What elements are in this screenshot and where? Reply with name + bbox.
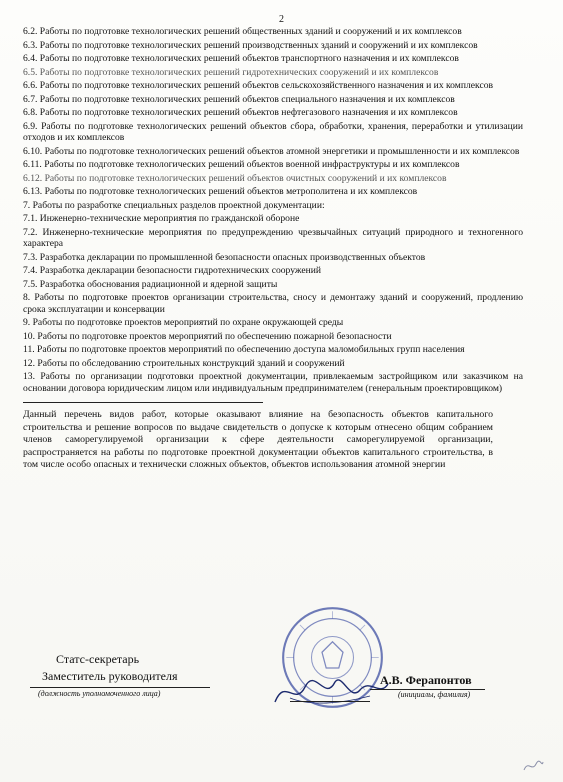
list-item: 6.13. Работы по подготовке технологических решений объектов метрополитена и их комплексов [23,186,418,197]
list-item: 10. Работы по подготовке проектов мероприятий по обеспечению пожарной безопасности [23,330,392,342]
position-line-1: Статс-секретарь [56,652,140,666]
list-item: 7.3. Разработка декларации по промышленной безопасности опасных производственных объектов [23,251,426,263]
signature-block [20,652,540,732]
list-item: 6.6. Работы по подготовке технологических решений объектов сельскохозяйственного назначения и их комплексов [23,80,494,91]
list-item: 12. Работы по обследованию строительных конструкций зданий и сооружений [23,357,345,369]
list-item: 7.2. Инженерно-технические мероприятия по предупреждению чрезвычайных ситуаций природного и техногенного характера [23,226,523,249]
list-item: 7.5. Разработка обоснования радиационной и ядерной защиты [23,278,278,290]
page-number: 2 [279,14,284,25]
list-item: 6.9. Работы по подготовке технологических решений объектов сбора, обработки, хранения, переработки и утилизации отходов и их комплексов [23,120,523,143]
corner-mark-icon [521,758,545,774]
list-item: 7.1. Инженерно-технические мероприятия по гражданской обороне [23,213,300,224]
list-item: 6.11. Работы по подготовке технологических решений объектов военной инфраструктуры и их комплексов [23,159,460,170]
document-body [23,26,523,472]
name-caption: (инициалы, фамилия) [398,690,471,699]
list-item: 6.10. Работы по подготовке технологических решений объектов атомной энергетики и промышленности и их комплексов [23,145,520,157]
list-item: 6.12. Работы по подготовке технологических решений объектов очистных сооружений и их комплексов [23,172,447,184]
list-item: 6.8. Работы по подготовке технологических решений объектов нефтегазового назначения и их комплексов [23,107,458,118]
list-item: 11. Работы по подготовке проектов мероприятий по обеспечению доступа маломобильных групп населения [23,344,465,355]
list-item: 6.4. Работы по подготовке технологических решений объектов транспортного назначения и их комплексов [23,53,459,64]
list-item: 6.3. Работы по подготовке технологических решений производственных зданий и сооружений и их комплексов [23,39,478,51]
signature-underline [290,701,370,702]
list-item: 9. Работы по подготовке проектов мероприятий по охране окружающей среды [23,317,344,328]
position-line-2: Заместитель руководителя [42,669,178,683]
note-paragraph: Данный перечень видов работ, которые оказывают влияние на безопасность объектов капитального строительства и решение вопросов по выдаче свидетельств о допуске к которым отнесено общим собранием членов саморегулируемой организации к сфере деятельности саморегулируемой организации, распространяется на работы по подготовке проектной документации объектов капитального строительства, в том числе особо опасных и технически сложных объектов, объектов использования атомной энергии [23,409,493,470]
work-types-list [23,26,523,394]
position-caption: (должность уполномоченного лица) [38,689,161,698]
signatory-name: А.В. Ферапонтов [380,673,472,687]
divider-line [23,402,263,403]
list-item: 13. Работы по организации подготовки проектной документации, привлекаемым застройщиком или заказчиком на основании договора юридическим лицом или индивидуальным предпринимателем (генеральным проектировщиком) [23,371,523,394]
list-item: 8. Работы по подготовке проектов организации строительства, сносу и демонтажу зданий и сооружений, продлению срока эксплуатации и консервации [23,292,523,315]
list-item: 6.2. Работы по подготовке технологических решений общественных зданий и сооружений и их комплексов [23,26,462,37]
list-item: 7. Работы по разработке специальных разделов проектной документации: [23,199,325,211]
list-item: 6.7. Работы по подготовке технологических решений объектов специального назначения и их комплексов [23,93,455,105]
list-item: 7.4. Разработка декларации безопасности гидротехнических сооружений [23,265,322,276]
position-underline [30,687,210,688]
list-item: 6.5. Работы по подготовке технологических решений гидротехнических сооружений и их комплексов [23,66,439,78]
